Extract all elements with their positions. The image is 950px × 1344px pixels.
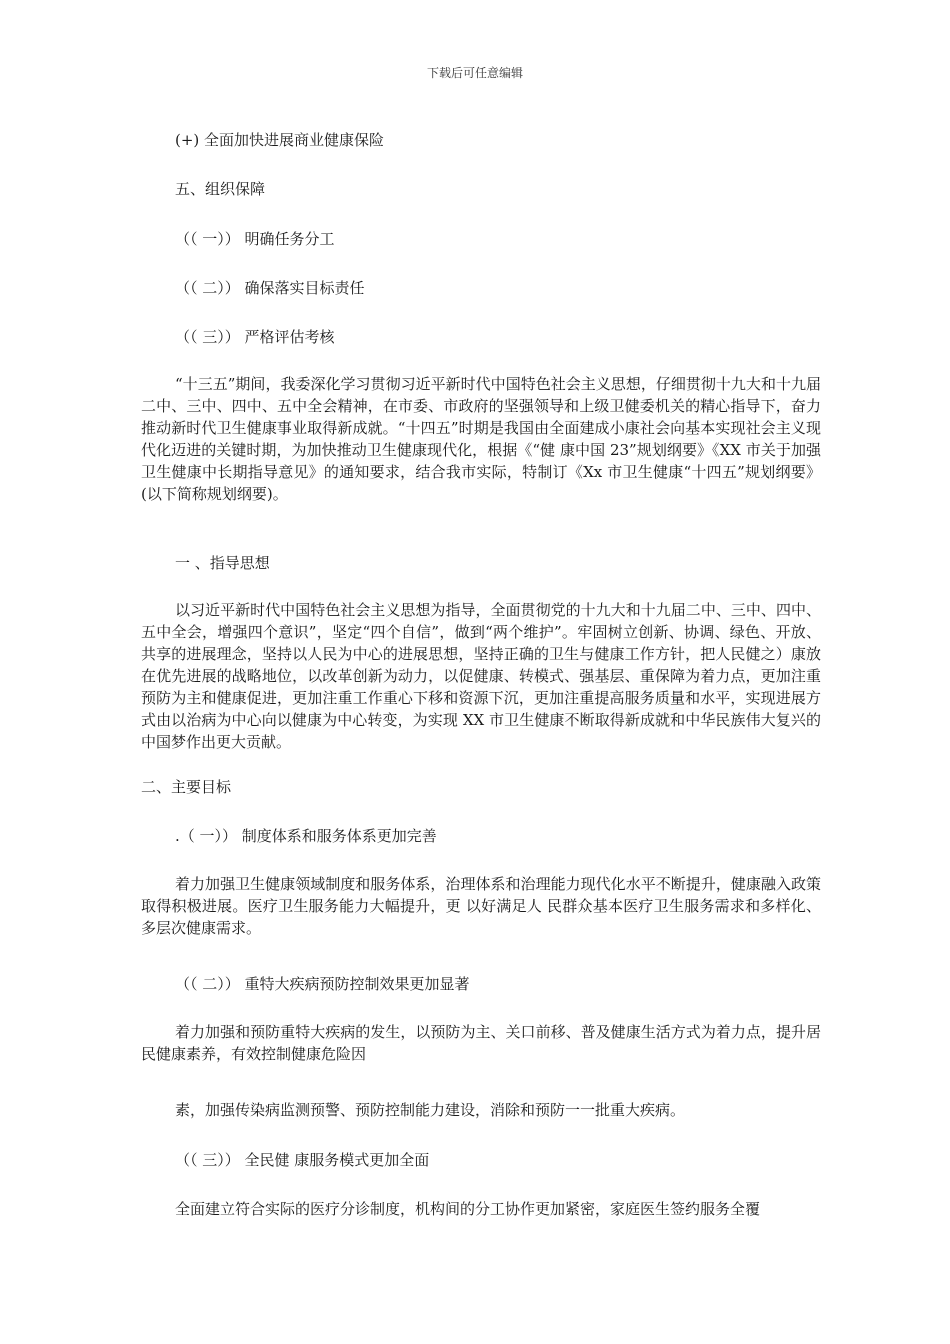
- subsection-heading: .（ 一）） 制度体系和服务体系更加完善: [175, 827, 437, 845]
- subsection-heading: （（ 三）） 全民健 康服务模式更加全面: [175, 1151, 430, 1169]
- paragraph-goal-1: 着力加强卫生健康领域制度和服务体系，治理体系和治理能力现代化水平不断提升，健康融入政策取得积极进展。医疗卫生服务能力大幅提升，更 以好满足人 民群众基本医疗卫生服务需求和多样化、多层次健康需求。: [141, 875, 821, 937]
- section-heading: 一 、指导思想: [175, 554, 270, 572]
- paragraph-goal-2-cont: 素，加强传染病监测预警、预防控制能力建设，消除和预防一一批重大疾病。: [175, 1101, 686, 1119]
- paragraph-intro: “十三五”期间，我委深化学习贯彻习近平新时代中国特色社会主义思想，仔细贯彻十九大和十九届二中、三中、四中、五中全会精神，在市委、市政府的坚强领导和上级卫健委机关的精心指导下，奋力推动新时代卫生健康事业取得新成就。“十四五”时期是我国由全面建成小康社会向基本实现社会主义现代化迈进的关键时期，为加快推动卫生健康现代化，根据《“健 康中国 23”规划纲要》《XX 市关于加强卫生健康中长期指导意见》的通知要求，结合我市实际，特制订《Xx 市卫生健康“十四五”规划纲要》(以下简称规划纲要)。: [141, 375, 821, 503]
- subsection-heading: （（ 二）） 重特大疾病预防控制效果更加显著: [175, 975, 470, 993]
- subsection-heading: （（ 二）） 确保落实目标责任: [175, 279, 365, 297]
- paragraph-goal-2: 着力加强和预防重特大疾病的发生，以预防为主、关口前移、普及健康生活方式为着力点，提升居民健康素养，有效控制健康危险因: [141, 1023, 821, 1063]
- paragraph-guiding-thought: 以习近平新时代中国特色社会主义思想为指导，全面贯彻党的十九大和十九届二中、三中、四中、五中全会，增强四个意识”，坚定“四个自信”，做到“两个维护”。牢固树立创新、协调、绿色、开放、共享的进展理念，坚持以人民为中心的进展思想，坚持正确的卫生与健康工作方针，把人民健之）康放在优先进展的战略地位，以改革创新为动力，以促健康、转模式、强基层、重保障为着力点，更加注重预防为主和健康促进，更加注重工作重心下移和资源下沉，更加注重提高服务质量和水平，实现进展方式由以治病为中心向以健康为中心转变，为实现 XX 市卫生健康不断取得新成就和中华民族伟大复兴的中国梦作出更大贡献。: [141, 601, 821, 751]
- section-heading: (+) 全面加快进展商业健康保险: [175, 131, 385, 149]
- page-header: 下载后可任意编辑: [426, 66, 523, 80]
- paragraph-goal-3: 全面建立符合实际的医疗分诊制度，机构间的分工协作更加紧密，家庭医生签约服务全覆: [175, 1200, 761, 1218]
- section-heading: 五、组织保障: [175, 180, 266, 198]
- section-heading: 二、主要目标: [141, 778, 232, 796]
- subsection-heading: （（ 一）） 明确任务分工: [175, 230, 335, 248]
- subsection-heading: （（ 三）） 严格评估考核: [175, 328, 335, 346]
